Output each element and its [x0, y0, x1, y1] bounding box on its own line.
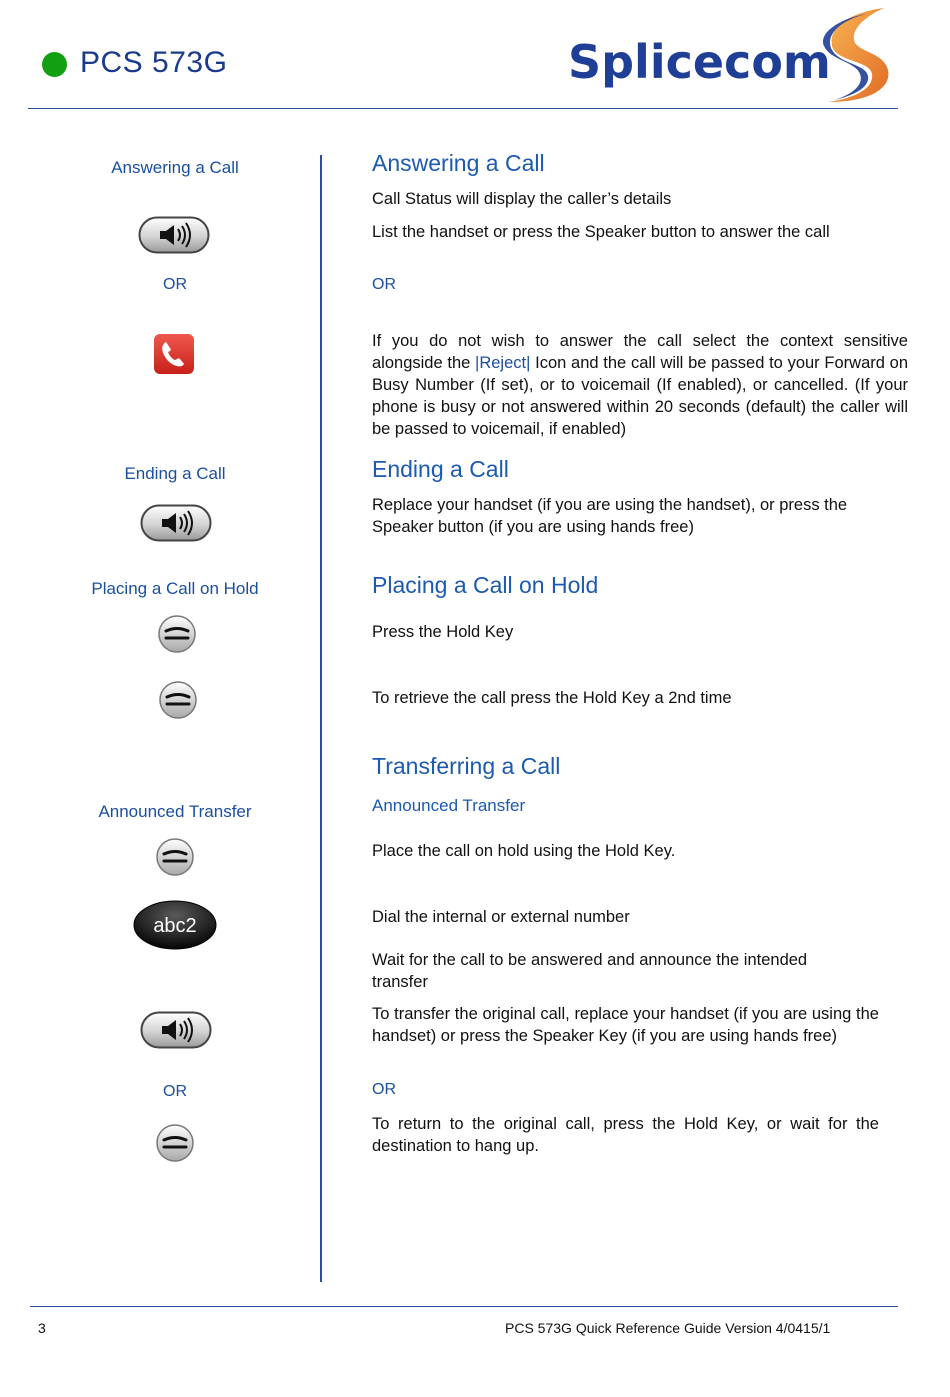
ending-text: Replace your handset (if you are using the handset), or press the Speaker button (if you are using hands free): [372, 496, 848, 536]
reject-paragraph: If you do not wish to answer the call select the context sensitive alongside the |Reject| Icon and the call will be passed to your Forward on Busy Number (If set), or to voicemail (If enabled), or cancelled. (If your phone is busy or not answered within 20 seconds (default) the caller will be passed to voicemail, if enabled): [372, 332, 908, 438]
heading-answering: Answering a Call: [372, 150, 545, 176]
model-title: PCS 573G: [80, 46, 228, 79]
keypad-2-label: abc2: [153, 915, 197, 937]
left-heading-hold: Placing a Call on Hold: [91, 579, 259, 598]
footer-rule: [30, 1306, 898, 1307]
left-heading-transfer: Announced Transfer: [98, 802, 252, 821]
footer-guide-title: PCS 573G Quick Reference Guide Version 4/0415/1: [505, 1320, 831, 1336]
page-number: 3: [38, 1320, 46, 1336]
heading-hold: Placing a Call on Hold: [372, 572, 599, 598]
answer-call-icon: [153, 333, 195, 375]
hold-line-2: To retrieve the call press the Hold Key a 2nd time: [372, 689, 732, 707]
keypad-2-icon: [133, 900, 217, 950]
hold-key-icon: [157, 614, 197, 654]
speaker-button-icon: [140, 1011, 212, 1049]
left-heading-answering: Answering a Call: [111, 158, 239, 177]
reject-softkey-label: |Reject|: [475, 354, 531, 372]
hold-line-1: Press the Hold Key: [372, 623, 514, 641]
splicecom-logo: [566, 2, 896, 106]
hold-key-icon: [155, 837, 195, 877]
heading-transfer: Transferring a Call: [372, 753, 561, 779]
left-heading-ending: Ending a Call: [124, 464, 226, 483]
transfer-step-2: Dial the internal or external number: [372, 908, 630, 926]
heading-ending: Ending a Call: [372, 456, 509, 482]
column-divider: [320, 155, 322, 1282]
status-dot: [42, 52, 67, 77]
hold-key-icon: [155, 1123, 195, 1163]
transfer-step-1: Place the call on hold using the Hold Key.: [372, 842, 676, 860]
hold-key-icon: [158, 680, 198, 720]
subheading-announced-transfer: Announced Transfer: [372, 796, 526, 815]
left-or-2: OR: [163, 1083, 187, 1100]
left-or-1: OR: [163, 276, 187, 293]
answering-line-2: List the handset or press the Speaker button to answer the call: [372, 223, 830, 241]
speaker-button-icon: [140, 504, 212, 542]
speaker-button-icon: [138, 216, 210, 254]
header-rule: [28, 108, 898, 109]
answering-line-1: Call Status will display the caller’s details: [372, 190, 672, 208]
transfer-step-5: To return to the original call, press the Hold Key, or wait for the destination to hang up.: [372, 1115, 879, 1155]
logo-text: Splicecom: [568, 35, 831, 89]
transfer-or: OR: [372, 1081, 396, 1098]
transfer-step-3: Wait for the call to be answered and announce the intended transfer: [372, 951, 808, 991]
transfer-step-4: To transfer the original call, replace your handset (if you are using the handset) or press the Speaker Key (if you are using hands free): [372, 1005, 879, 1045]
answering-or: OR: [372, 276, 396, 293]
